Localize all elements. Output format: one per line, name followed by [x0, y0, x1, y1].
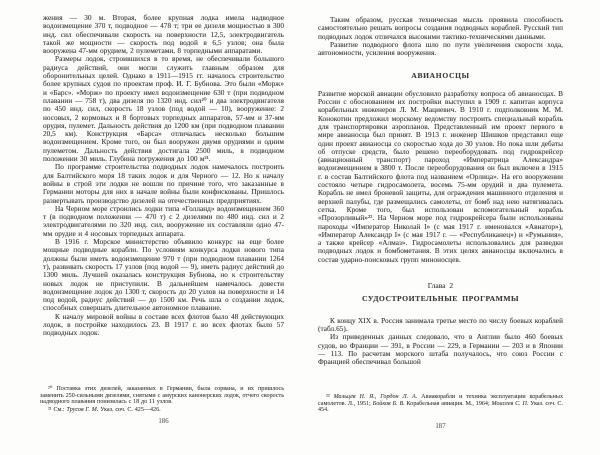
paragraph: В 1916 г. Морское министерство объявило конкурс на еще более мощные подводные корабли. По условиям конкурса лодки нового типа должны были иметь водоизмещение 970 т (при подводном плавании 1264 т), развивать скорость 17 узлов (под водой — 9), иметь радиус действий до 1300 миль. Лучшей оказалась конструкция Бубнова, но к строительству новых лодок не приступили. В дальнейшем намечалось довести водоизмещение лодок до 1300 т, скорость до 20 узлов на поверхности и 14 под водой, радиус действий — до 1500 км. Речь шла о создании лодок, способных совершать длительное автономное плавание. — [43, 237, 284, 313]
page-number: 187 — [435, 423, 446, 430]
footnote-text-part: Корабельная авиация. М., 1964; — [404, 400, 492, 407]
chapter-label: Глава 2 — [427, 281, 454, 291]
paragraph: К началу мировой войны в составе всех флотов было 48 действующих лодок, в постройке находилось 23. В 1917 г. во всех флотах было 57 подводных лодок. — [43, 311, 284, 338]
paragraph: Таким образом, русская техническая мысль проявила способность самостоятельно решать вопросы создания подводных кораблей. Русский тип подводных лодок отличался высокими тактико-техническими данными. — [318, 16, 563, 41]
paragraph: К концу XIX в. Россия занимала третье место по числу боевых кораблей (табл.65). — [318, 315, 563, 333]
footnote-author: Моисеев С. П. — [491, 400, 529, 407]
left-page-footnotes — [40, 386, 284, 415]
right-page — [300, 0, 600, 455]
right-page-footnotes — [318, 394, 563, 415]
footnote-author: Мальцев Н. Я., Гордон Л. А. — [333, 394, 418, 400]
paragraph: Развитие морской авиации обусловило разработку вопроса об авианосцах. В России с обоснованием их постройки выступил в 1909 г. капитан корпуса корабельных инженеров Л. М. Мациевич. В 1910 г. подполковник М. М. Конокотин предложил морскому ведомству построить специальный корабль для транспортировки аэропланов. Представленный им проект первого в мире авианосца был принят. В 1913 г. инженер Шишков представил еще один проект авианосца со скоростью хода до 30 узлов. Но пока шли дебаты об отпуске средств, было решено переоборудовать под гидрокрейсер (авиационный транспорт) пароход «Императрица Александра» водоизмещением в 3800 т. После переоборудования он был включен в 1915 г. в состав Балтийского флота под названием «Орлица». На его вооружении состояло четыре гидросамолета, восемь 75-мм орудий и два пулемета. Корабль не имел броневой защиты, для ограждения машинного отделения и верхней палубы, где размещались самолеты, от бомб над нею натягивалась сетка. Кроме того, был использован вспомогательный корабль «Прозорливый»²². На Черном море под гидрокрейсера были использованы пароходы «Император Николай I» (с мая 1917 г. именовался «Авиатор»), «Император Александр I» (с мая 1917 г. — «Республиканец») и «Румыния», а также крейсер «Алмаз». Гидросамолеты использовались для разведки подводных лодок и бомбометания. В этих целях авианосцы включались в состав ударно-поисковых групп миноносцев. — [318, 88, 563, 264]
left-page-text — [43, 14, 284, 386]
footnote-text-part: ²² — [326, 394, 334, 400]
page-number: 186 — [158, 418, 169, 425]
paragraph: Из приведенных данных следовало, что в Англии было 460 боевых судов, во Франции — 391, в России — 229, в Германии — 203 и в Японии — 113. По расчетам морского штаба получалось, что союз России с Францией обеспечивал большой — [318, 332, 563, 367]
paragraph: По программе строительства подводных лодок намечалось построить для Балтийского моря 18 таких лодок и для Черного — 12. Но к началу войны в строй эти лодки не вошли по причине того, что заказанные в Германии моторы для них в начале войны были конфискованы. Пришлось развертывать производство дизелей на отечественных предприятиях. — [43, 162, 284, 205]
footnote-text-part: Авиакорабли и техника эксплуатации корабельных самолетов. Л., 1951; — [318, 394, 563, 407]
chapter-title: СУДОСТРОИТЕЛЬНЫЕ ПРОГРАММЫ — [361, 294, 520, 304]
footnote-author: Трусов Г. М. — [66, 407, 99, 414]
footnote-22 — [318, 394, 563, 414]
paragraph: На Черном море строились лодки типа «Голланд» водоизмещением 360 т (в подводном положении — 470 т) с 2 дизелями по 480 инд. сил и 2 электродвигателями по 320 инд. сил, вооружение их составляли одно 47-мм орудие и 4 носовых торпедных аппарата. — [43, 203, 284, 238]
footnote-21 — [40, 407, 284, 414]
paragraph: Размеры лодок, строившихся в то время, не обеспечивали большого радиуса действий, они могли служить главным образом для оборонительных целей. Однако в 1911—1915 гг. началось строительство более крупных судов по проектам проф. И. Г. Бубнова. Это были «Морж» и «Барс». «Морж» по проекту имел водоизмещение 630 т (при подводном плавании — 758 т), два дизеля по 1320 инд. сил²⁰ и два электродвигателя по 450 инд. сил, скорость 18 узлов (под водой — 10), вооружение: 2 носовых, 2 кормовых и 8 бортовых торпедных аппаратов, 57-мм и 37-мм орудия, пулемет. Дальность действия до 1200 км (при подводном плавании 20,5 км). Конструкция «Барса» отличалась несколько большим водоизмещением. Кроме того, он был вооружен двумя орудиями и одним пулеметом. Дальность действия достигала 2500 миль, в подводном положении 30 миль. Глубина погружения до 100 м²¹. — [43, 54, 284, 164]
paragraph: жения — 30 м. Вторая, более крупная лодка имела надводное водоизмещение 370 т, подводное — 478 т; три ее дизеля мощностью в 300 инд. сил обеспечивали скорость на поверхности 12,5, электродвигатель такой же мощности — скорость под водой в 6,5 узлов; она была вооружена 47-мм орудием, 2 пулеметами, 8 торпедными аппаратами. — [43, 14, 284, 56]
right-page-text — [318, 16, 563, 392]
footnote-text-part: Указ. соч. С. 425—426. — [98, 407, 161, 414]
chapter-heading-block — [318, 282, 563, 304]
paragraph: Развитие подводного флота шло по пути увеличения скорости хода, автономности, усиления вооружения. — [318, 39, 563, 58]
footnote-20: ²⁰ Поставка этих дизелей, заказанных в Германии, была сорвана, и их пришлось заменить 250-сильными дизелями, снятыми с амурских канонерских лодок, отчего скорость надводного плавания понизилась с 18 до 11 узлов. — [40, 386, 284, 406]
section-heading-avianoscy: АВИАНОСЦЫ — [411, 71, 470, 81]
footnote-text-part: Указ. соч. С. 454. — [318, 400, 564, 414]
footnote-author: Бойков Б. В. — [372, 400, 405, 407]
footnote-text-part: ²¹ См.: — [48, 407, 67, 414]
